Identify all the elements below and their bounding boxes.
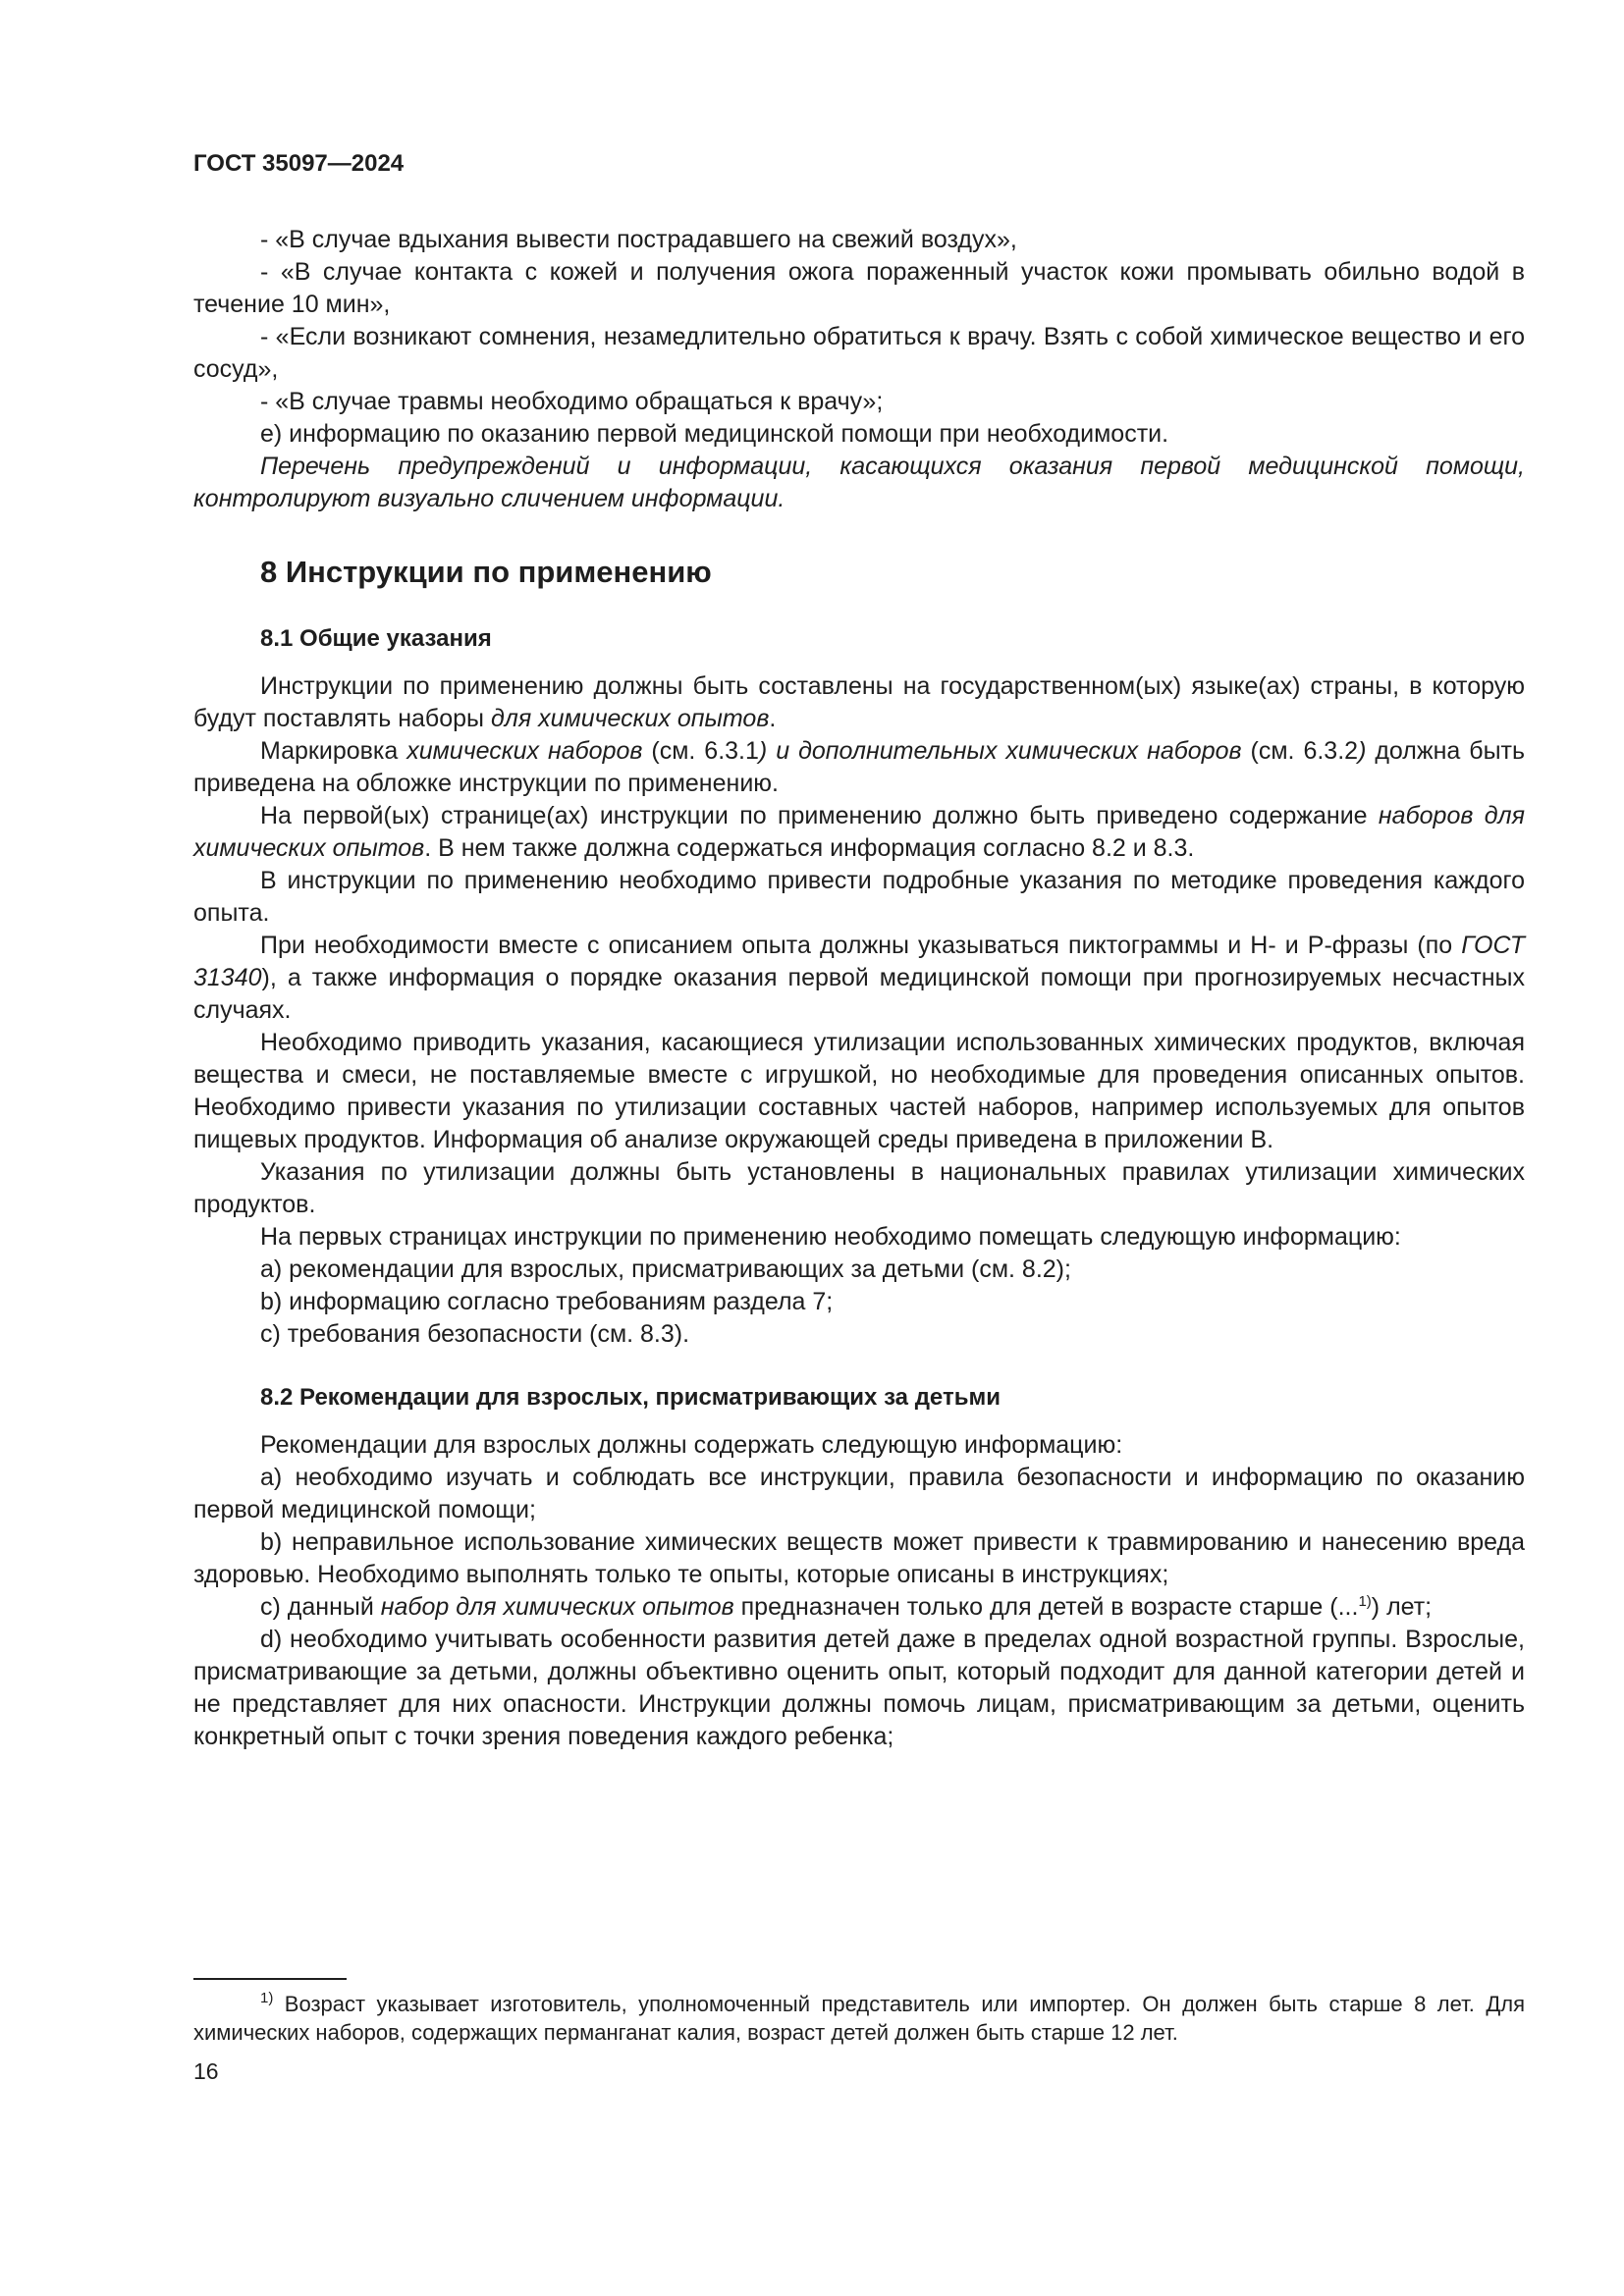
paragraph: Маркировка химических наборов (см. 6.3.1) и дополнительных химических наборов (см. 6.3.2) должна быть приведена на обложке инструкции по применению.	[193, 737, 1526, 797]
list-item-e: е) информацию по оказанию первой медицинской помощи при необходимости.	[260, 420, 1169, 448]
dash-item: - «В случае вдыхания вывести пострадавшего на свежий воздух»,	[260, 226, 1017, 253]
list-item: c) данный набор для химических опытов предназначен только для детей в возрасте старше (...$^{1)}$) лет;	[260, 1593, 1433, 1621]
list-item: a) необходимо изучать и соблюдать все инструкции, правила безопасности и информацию по оказанию первой медицинской помощи;	[193, 1464, 1525, 1523]
subsection-8-1-title: 8.1 Общие указания	[260, 625, 492, 652]
footnote-marker: 1)	[260, 1990, 274, 2006]
list-item: b) неправильное использование химических веществ может привести к травмированию и нанесению вреда здоровью. Необходимо выполнять только те опыты, которые описаны в инструкциях;	[193, 1528, 1525, 1588]
list-item: a) рекомендации для взрослых, присматривающих за детьми (см. 8.2);	[260, 1255, 1071, 1283]
paragraph: Указания по утилизации должны быть установлены в национальных правилах утилизации химических продуктов.	[193, 1158, 1525, 1218]
dash-item: - «В случае контакта с кожей и получения ожога пораженный участок кожи промывать обильно водой в течение 10 мин»,	[193, 258, 1525, 318]
paragraph: Рекомендации для взрослых должны содержать следующую информацию:	[260, 1431, 1123, 1459]
paragraph: На первой(ых) странице(ах) инструкции по применению должно быть приведено содержание наборов для химических опытов. В нем также должна содержаться информация согласно 8.2 и 8.3.	[193, 802, 1525, 862]
control-note: Перечень предупреждений и информации, касающихся оказания первой медицинской помощи, контролируют визуально сличением информации.	[193, 453, 1525, 512]
list-item: b) информацию согласно требованиям раздела 7;	[260, 1288, 834, 1315]
subsection-8-2-title: 8.2 Рекомендации для взрослых, присматривающих за детьми	[260, 1384, 1001, 1411]
paragraph: В инструкции по применению необходимо привести подробные указания по методике проведения каждого опыта.	[193, 867, 1525, 927]
list-item: c) требования безопасности (см. 8.3).	[260, 1320, 690, 1348]
footnote-reference[interactable]: 1)	[1358, 1593, 1372, 1610]
section-8-title: 8 Инструкции по применению	[260, 555, 712, 589]
paragraph: На первых страницах инструкции по применению необходимо помещать следующую информацию:	[260, 1223, 1401, 1251]
list-item: d) необходимо учитывать особенности развития детей даже в пределах одной возрастной группы. Взрослые, присматривающие за детьми, должны объективно оценить опыт, который подходит для данной категории детей и не представляет для них опасности. Инструкции должны помочь лицам, присматривающим за детьми, оценить конкретный опыт с точки зрения поведения каждого ребенка;	[193, 1626, 1525, 1750]
page-number: 16	[193, 2058, 219, 2084]
footnote: $^{1)}$ Возраст указывает изготовитель, уполномоченный представитель или импортер. Он должен быть старше 8 лет. Для химических наборов, содержащих перманганат калия, возраст детей должен быть старше 12 лет.	[193, 1990, 1525, 2045]
footnote-separator	[193, 1978, 347, 1980]
dash-item: - «Если возникают сомнения, незамедлительно обратиться к врачу. Взять с собой химическое вещество и его сосуд»,	[193, 323, 1525, 383]
paragraph: Инструкции по применению должны быть составлены на государственном(ых) языке(ах) страны, в которую будут поставлять наборы для химических опытов.	[193, 672, 1525, 732]
dash-item: - «В случае травмы необходимо обращаться к врачу»;	[260, 388, 884, 415]
paragraph: Необходимо приводить указания, касающиеся утилизации использованных химических продуктов, включая вещества и смеси, не поставляемые вместе с игрушкой, но необходимые для проведения описанных опытов. Необходимо привести указания по утилизации составных частей наборов, например используемых для опытов пищевых продуктов. Информация об анализе окружающей среды приведена в приложении В.	[193, 1029, 1525, 1153]
standard-designation: ГОСТ 35097—2024	[193, 150, 405, 177]
page-body	[193, 224, 1525, 1753]
paragraph: При необходимости вместе с описанием опыта должны указываться пиктограммы и Н- и Р-фразы (по ГОСТ 31340), а также информация о порядке оказания первой медицинской помощи при прогнозируемых несчастных случаях.	[193, 932, 1525, 1024]
